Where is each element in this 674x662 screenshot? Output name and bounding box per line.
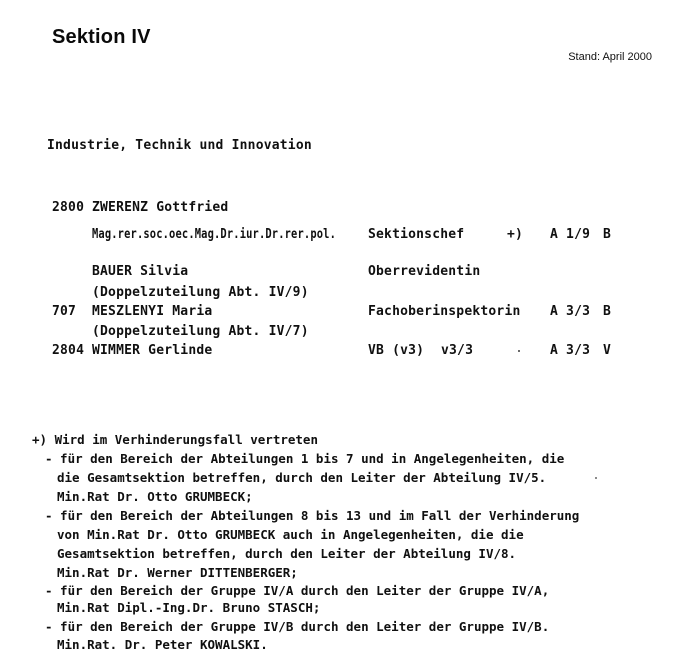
footnote-line: - für den Bereich der Gruppe IV/A durch den Leiter der Gruppe IV/A, [45,583,550,598]
staff-number: 2800 [52,200,85,215]
footnote-line: - für den Bereich der Abteilungen 1 bis 7 und in Angelegenheiten, die [45,451,565,466]
staff-grade: A 3/3 [550,304,591,319]
section-title: Industrie, Technik und Innovation [47,138,312,153]
footnote-line: - für den Bereich der Abteilungen 8 bis 13 und im Fall der Verhinderung [45,508,580,523]
staff-grade: A 3/3 [550,343,591,358]
staff-name: WIMMER Gerlinde [92,343,213,358]
footnote-marker: +) [507,227,524,242]
staff-category: B [603,227,612,242]
scan-artifact-dot [595,477,597,479]
staff-category: B [603,304,612,319]
staff-contract-grade: v3/3 [441,343,474,358]
scan-artifact-dot [518,350,520,352]
staff-name: MESZLENYI Maria [92,304,213,319]
footnote-line: Min.Rat Dipl.-Ing.Dr. Bruno STASCH; [57,600,321,615]
footnote-line: von Min.Rat Dr. Otto GRUMBECK auch in Angelegenheiten, die die [57,527,524,542]
footnote-line: Gesamtsektion betreffen, durch den Leiter der Abteilung IV/8. [57,546,517,561]
staff-category: V [603,343,612,358]
footnote-line: Min.Rat Dr. Otto GRUMBECK; [57,489,253,504]
footnote-line: die Gesamtsektion betreffen, durch den Leiter der Abteilung IV/5. [57,470,547,485]
staff-function: Sektionschef [368,227,465,242]
staff-name: ZWERENZ Gottfried [92,200,229,215]
footnote-line: Min.Rat Dr. Werner DITTENBERGER; [57,565,298,580]
page-title: Sektion IV [52,26,151,48]
staff-number: 2804 [52,343,85,358]
staff-credentials: Mag.rer.soc.oec.Mag.Dr.iur.Dr.rer.pol. [92,227,337,242]
staff-function: VB (v3) [368,343,425,358]
stand-date: Stand: April 2000 [568,51,652,63]
staff-grade: A 1/9 [550,227,591,242]
footnote-line: Min.Rat. Dr. Peter KOWALSKI. [57,637,268,652]
staff-function: Oberrevidentin [368,264,481,279]
staff-number: 707 [52,304,77,319]
footnote-line: +) Wird im Verhinderungsfall vertreten [32,432,318,447]
staff-assignment: (Doppelzuteilung Abt. IV/9) [92,285,309,300]
footnote-line: - für den Bereich der Gruppe IV/B durch den Leiter der Gruppe IV/B. [45,619,550,634]
staff-assignment: (Doppelzuteilung Abt. IV/7) [92,324,309,339]
staff-name: BAUER Silvia [92,264,189,279]
staff-function: Fachoberinspektorin [368,304,521,319]
